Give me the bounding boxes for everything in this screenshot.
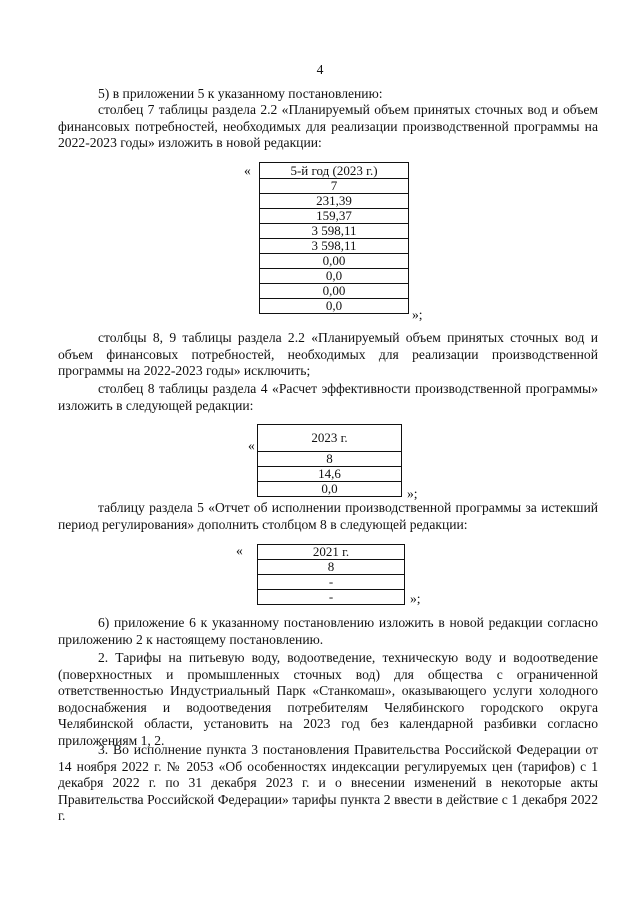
table1-cell: 3 598,11 [260,224,409,239]
quote-open-3: « [236,543,243,558]
table1-cell: 0,0 [260,269,409,284]
table2-cell: 8 [258,452,402,467]
table1-cell: 0,00 [260,284,409,299]
quote-close-2: »; [407,486,418,501]
table1-header: 5-й год (2023 г.) [260,163,409,179]
table3-cell: - [258,575,405,590]
table1-cell: 0,00 [260,254,409,269]
paragraph-5-table5: таблицу раздела 5 «Отчет об исполнении производственной программы за истекший период регулирования» дополнить столбцом 8 в следующей редакции: [58,500,598,532]
quote-open-2: « [248,438,255,453]
table2-cell: 14,6 [258,467,402,482]
table1-cell: 7 [260,179,409,194]
paragraph-5-heading: 5) в приложении 5 к указанному постановлению: [98,86,383,101]
item-2-tariffs: 2. Тарифы на питьевую воду, водоотведение, техническую воду и водоотведение (поверхностных и промышленных сточных вод) для общества с ограниченной ответственностью Индустриальный Парк «Станкомаш», оказывающего услуги холодного водоснабжения и водоотведения потребителям Челябинского городского округа Челябинской области, установить на 2023 год без календарной разбивки согласно приложениям 1, 2. [58,650,598,748]
quote-close-1: »; [412,307,423,322]
quote-close-3: »; [410,591,421,606]
table1-cell: 159,37 [260,209,409,224]
table1-cell: 0,0 [260,299,409,314]
item-3-implementation: 3. Во исполнение пункта 3 постановления Правительства Российской Федерации от 14 ноября 2022 г. № 2053 «Об особенностях индексации регулируемых цен (тарифов) с 1 декабря 2022 г. по 31 декабря 2023 г. и о внесении изменений в некоторые акты Правительства Российской Федерации» тарифы пункта 2 ввести в действие с 1 декабря 2022 г. [58,742,598,823]
quote-open-1: « [244,163,251,178]
table3-cell: 8 [258,560,405,575]
table-2023 [257,424,402,497]
table-2021 [257,544,405,605]
paragraph-5-column8: столбец 8 таблицы раздела 4 «Расчет эффективности производственной программы» изложить в следующей редакции: [58,381,598,413]
table1-cell: 231,39 [260,194,409,209]
table3-cell: - [258,590,405,605]
table-5th-year-2023 [259,162,409,314]
paragraph-5-columns-8-9: столбцы 8, 9 таблицы раздела 2.2 «Планируемый объем принятых сточных вод и объем финансовых потребностей, необходимых для реализации производственной программы на 2022-2023 годы» исключить; [58,330,598,378]
table2-header: 2023 г. [258,425,402,452]
table1-cell: 3 598,11 [260,239,409,254]
paragraph-5-column7: столбец 7 таблицы раздела 2.2 «Планируемый объем принятых сточных вод и объем финансовых потребностей, необходимых для реализации производственной программы на 2022-2023 годы» изложить в новой редакции: [58,102,598,150]
table2-cell: 0,0 [258,482,402,497]
table3-header: 2021 г. [258,545,405,560]
page-number: 4 [316,62,324,77]
paragraph-6: 6) приложение 6 к указанному постановлению изложить в новой редакции согласно приложению 2 к настоящему постановлению. [58,615,598,647]
